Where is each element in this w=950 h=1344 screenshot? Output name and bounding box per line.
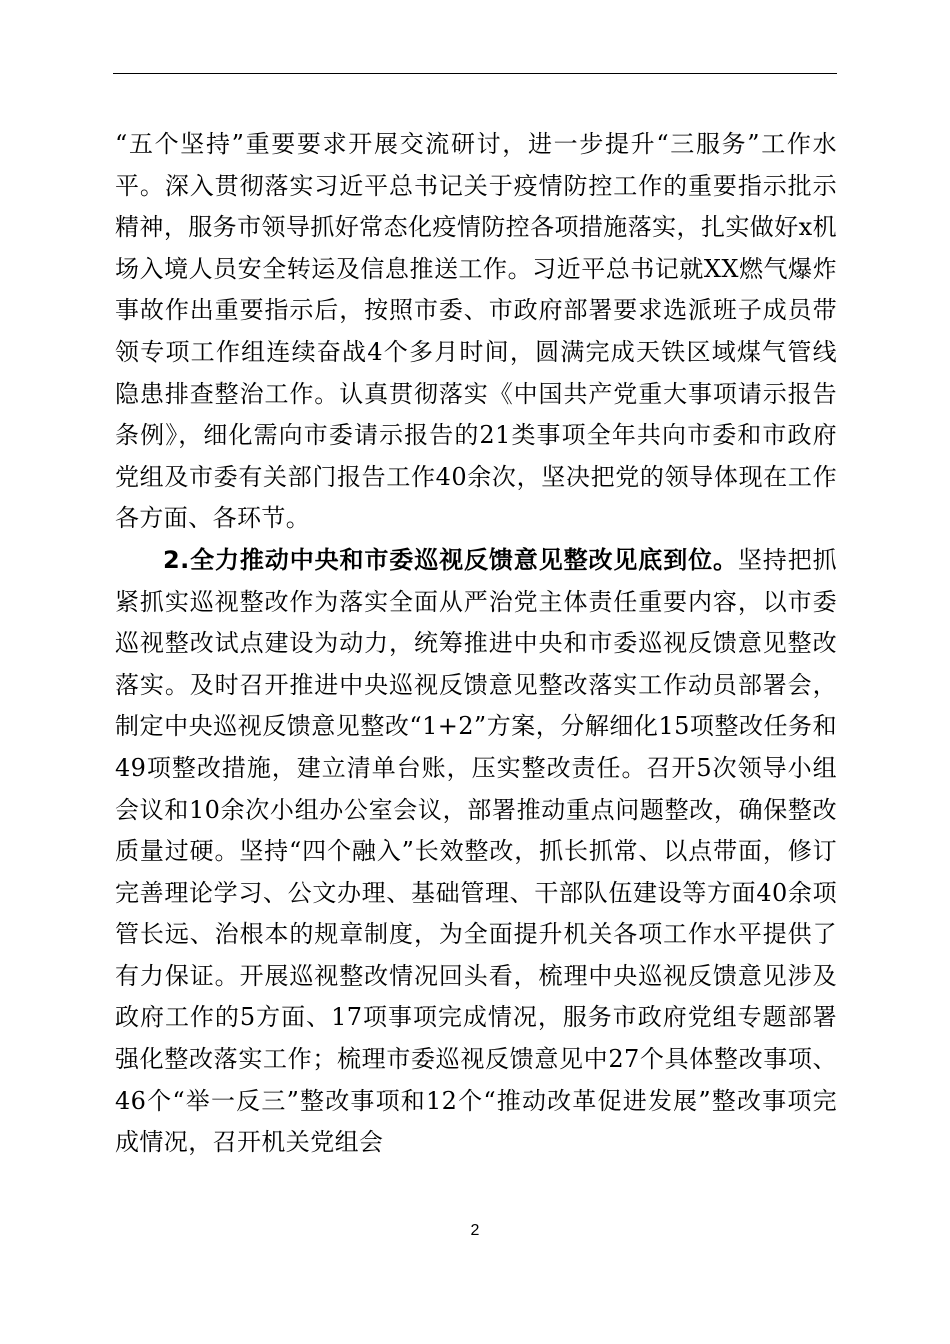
paragraph-text: “五个坚持”重要要求开展交流研讨，进一步提升“三服务”工作水平。深入贯彻落实习近平总书记关于疫情防控工作的重要指示批示精神，服务市领导抓好常态化疫情防控各项措施落实，扎实做好x机场入境人员安全转运及信息推送工作。习近平总书记就XX燃气爆炸事故作出重要指示后，按照市委、市政府部署要求选派班子成员带领专项工作组连续奋战4个多月时间，圆满完成天铁区域煤气管线隐患排查整治工作。认真贯彻落实《中国共产党重大事项请示报告条例》，细化需向市委请示报告的21类事项全年共向市委和市政府党组及市委有关部门报告工作40余次，坚决把党的领导体现在工作各方面、各环节。 [115, 130, 837, 533]
page-number: 2 [470, 1222, 480, 1239]
paragraph-text: 坚持把抓紧抓实巡视整改作为落实全面从严治党主体责任重要内容，以市委巡视整改试点建设为动力，统筹推进中央和市委巡视反馈意见整改落实。及时召开推进中央巡视反馈意见整改落实工作动员部署会，制定中央巡视反馈意见整改“1+2”方案，分解细化15项整改任务和49项整改措施，建立清单台账，压实整改责任。召开5次领导小组会议和10余次小组办公室会议，部署推动重点问题整改，确保整改质量过硬。坚持“四个融入”长效整改，抓长抓常、以点带面，修订完善理论学习、公文办理、基础管理、干部队伍建设等方面40余项管长远、治根本的规章制度，为全面提升机关各项工作水平提供了有力保证。开展巡视整改情况回头看，梳理中央巡视反馈意见涉及政府工作的5方面、17项事项完成情况，服务市政府党组专题部署强化整改落实工作；梳理市委巡视反馈意见中27个具体整改事项、46个“举一反三”整改事项和12个“推动改革促进发展”整改事项完成情况，召开机关党组会 [115, 545, 837, 1157]
paragraph-continuation [115, 124, 837, 540]
document-body [115, 124, 837, 1164]
header-rule [113, 73, 837, 74]
section-heading: 2.全力推动中央和市委巡视反馈意见整改见底到位。 [163, 545, 738, 574]
paragraph-section-2 [115, 540, 837, 1164]
